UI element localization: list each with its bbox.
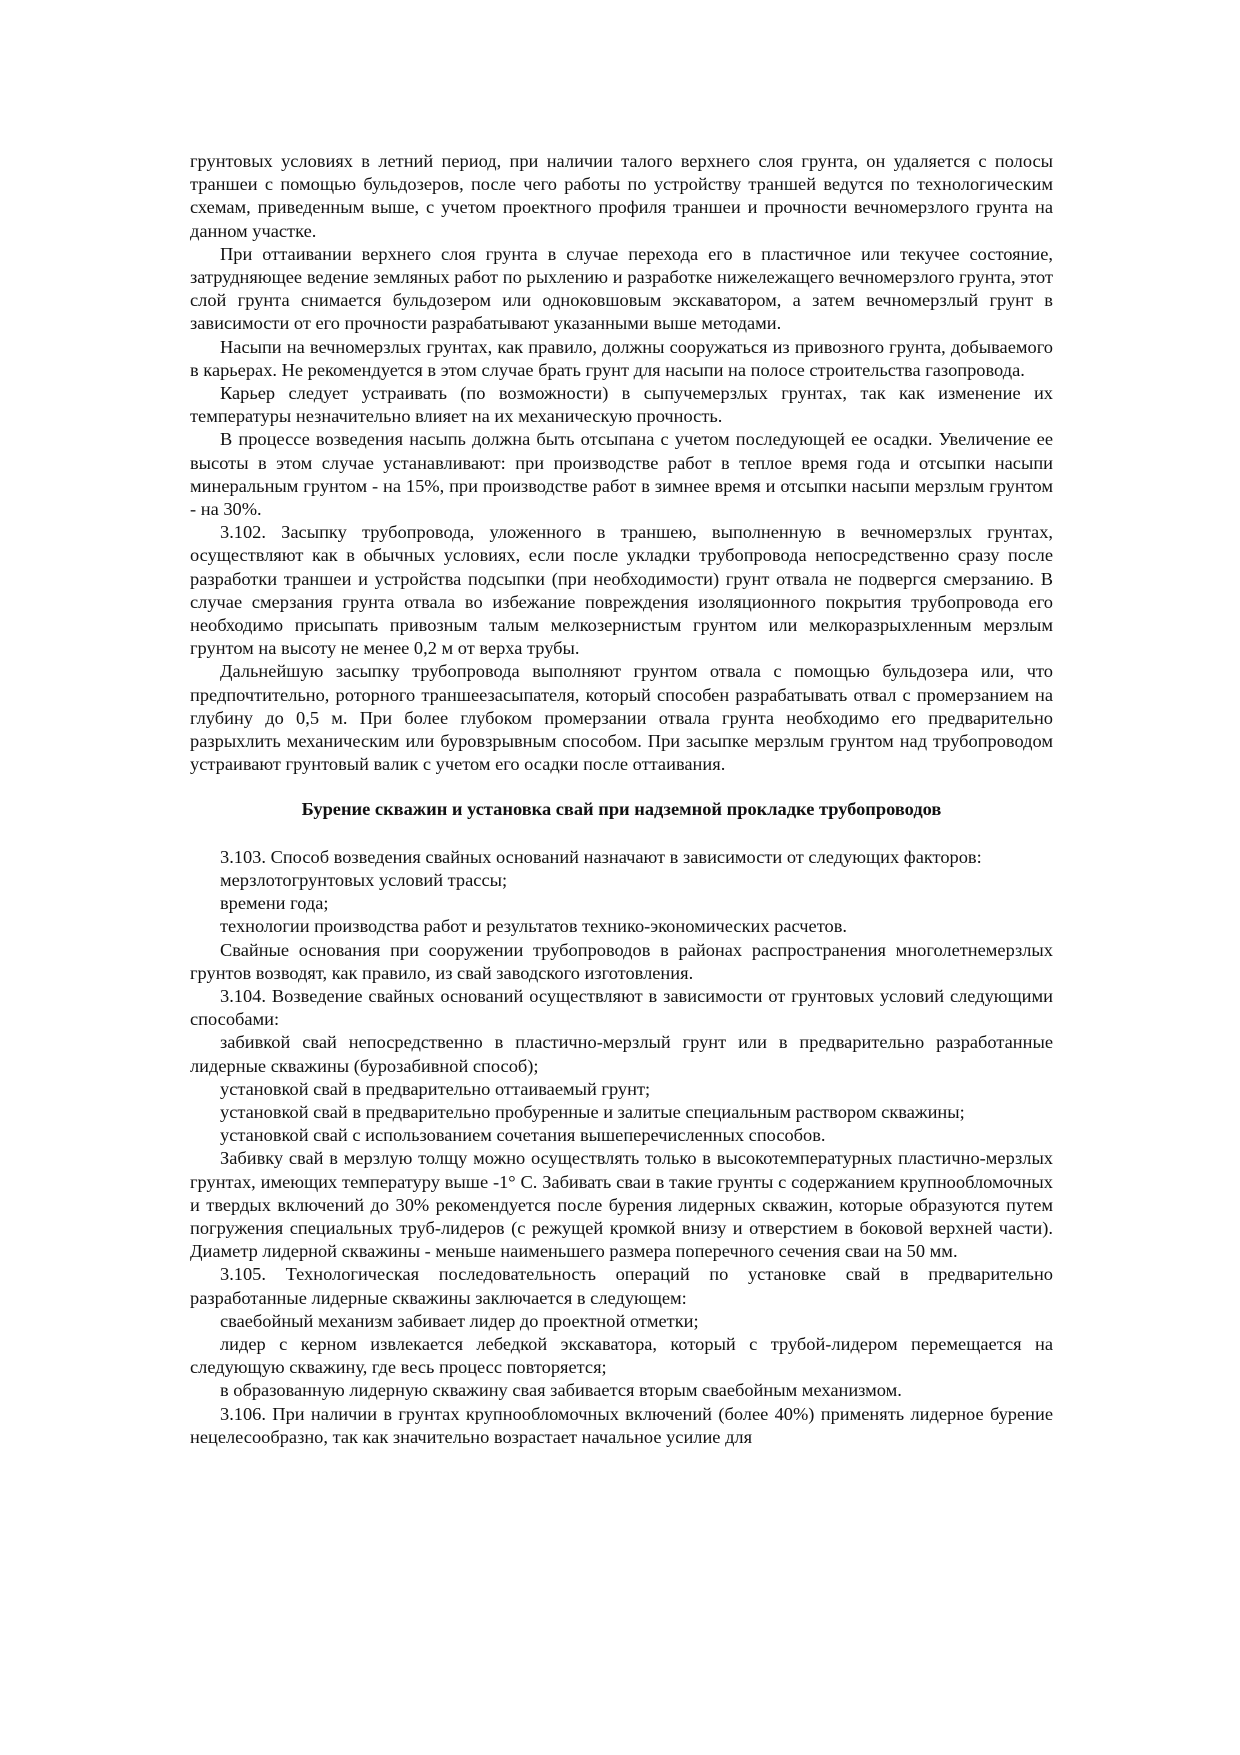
list-item-permafrost-conditions: мерзлотогрунтовых условий трассы; <box>220 869 508 890</box>
document-page <box>190 150 1053 1449</box>
paragraph-clause-3-106: 3.106. При наличии в грунтах крупнообломочных включений (более 40%) применять лидерное бурение нецелесообразно, так как значительно возрастает начальное усилие для <box>190 1403 1053 1447</box>
paragraph-pile-foundations: Свайные основания при сооружении трубопроводов в районах распространения многолетнемерзлых грунтов возводят, как правило, из свай заводского изготовления. <box>190 939 1053 983</box>
paragraph-clause-3-104: 3.104. Возведение свайных оснований осуществляют в зависимости от грунтовых условий следующими способами: <box>190 985 1053 1030</box>
paragraph-clause-3-102: 3.102. Засыпку трубопровода, уложенного в траншею, выполненную в вечномерзлых грунтах, осуществляют как в обычных условиях, если после укладки трубопровода непосредственно сразу после разработки траншеи и устройства подсыпки (при необходимости) грунт отвала не подвергся смерзанию. В случае смерзания грунта отвала во избежание повреждения изоляционного покрытия трубопровода его необходимо присыпать привозным талым мелкозернистым грунтом или мелкоразрыхленным мерзлым грунтом на высоту не менее 0,2 м от верха трубы. <box>190 522 1053 659</box>
list-item-thawed-ground: установкой свай в предварительно оттаиваемый грунт; <box>220 1078 651 1099</box>
list-item-driving-piles: забивкой свай непосредственно в пластично-мерзлый грунт или в предварительно разработанные лидерные скважины (бурозабивной способ); <box>190 1032 1053 1076</box>
paragraph-embankments: Насыпи на вечномерзлых грунтах, как правило, должны сооружаться из привозного грунта, добываемого в карьерах. Не рекомендуется в этом случае брать грунт для насыпи на полосе строительства газопровода. <box>190 336 1053 380</box>
paragraph-continued-from-previous-page: грунтовых условиях в летний период, при наличии талого верхнего слоя грунта, он удаляется с полосы траншеи с помощью бульдозеров, после чего работы по устройству траншей ведутся по технологическим схемам, приведенным выше, с учетом проектного профиля траншеи и прочности вечномерзлого грунта на данном участке. <box>190 151 1053 241</box>
paragraph-further-backfill: Дальнейшую засыпку трубопровода выполняют грунтом отвала с помощью бульдозера или, что предпочтительно, роторного траншеезасыпателя, который способен разрабатывать отвал с промерзанием на глубину до 0,5 м. При более глубоком промерзании отвала грунта необходимо его предварительно разрыхлить механическим или буровзрывным способом. При засыпке мерзлым грунтом над трубопроводом устраивают грунтовый валик с учетом его осадки после оттаивания. <box>190 661 1053 775</box>
paragraph-quarry: Карьер следует устраивать (по возможности) в сыпучемерзлых грунтах, так как изменение их температуры незначительно влияет на их механическую прочность. <box>190 383 1053 427</box>
paragraph-clause-3-105: 3.105. Технологическая последовательность операций по установке свай в предварительно разработанные лидерные скважины заключается в следующем: <box>190 1264 1053 1308</box>
list-item-combination: установкой свай с использованием сочетания вышеперечисленных способов. <box>220 1125 826 1146</box>
list-item-season: времени года; <box>220 893 329 914</box>
list-item-second-hammer: в образованную лидерную скважину свая забивается вторым сваебойным механизмом. <box>220 1380 902 1401</box>
list-item-technology: технологии производства работ и результатов технико-экономических расчетов. <box>220 916 847 937</box>
list-item-leader-extraction: лидер с керном извлекается лебедкой экскаватора, который с трубой-лидером перемещается на следующую скважину, где весь процесс повторяется; <box>190 1333 1053 1378</box>
paragraph-thawing-top-layer: При оттаивании верхнего слоя грунта в случае перехода его в пластичное или текучее состояние, затрудняющее ведение земляных работ по рыхлению и разработке нижележащего вечномерзлого грунта, этот слой грунта снимается бульдозером или одноковшовым экскаватором, а затем вечномерзлый грунт в зависимости от его прочности разрабатывают указанными выше методами. <box>190 243 1053 334</box>
section-heading: Бурение скважин и установка свай при надземной прокладке трубопроводов <box>301 799 942 820</box>
paragraph-pile-driving-frozen: Забивку свай в мерзлую толщу можно осуществлять только в высокотемпературных пластично-мерзлых грунтах, имеющих температуру выше -1° С. Забивать сваи в такие грунты с содержанием крупнообломочных и твердых включений до 30% рекомендуется после бурения лидерных скважин, которые образуются путем погружения специальных труб-лидеров (с режущей кромкой внизу и отверстием в боковой верхней части). Диаметр лидерной скважины - меньше наименьшего размера поперечного сечения сваи на 50 мм. <box>190 1148 1053 1262</box>
paragraph-clause-3-103: 3.103. Способ возведения свайных оснований назначают в зависимости от следующих факторов: <box>220 846 982 867</box>
list-item-drilled-wells: установкой свай в предварительно пробуренные и залитые специальным раствором скважины; <box>220 1101 965 1122</box>
list-item-leader-driving: сваебойный механизм забивает лидер до проектной отметки; <box>220 1310 699 1331</box>
paragraph-embankment-settlement: В процессе возведения насыпь должна быть отсыпана с учетом последующей ее осадки. Увеличение ее высоты в этом случае устанавливают: при производстве работ в теплое время года и отсыпки насыпи минеральным грунтом - на 15%, при производстве работ в зимнее время и отсыпки насыпи мерзлым грунтом - на 30%. <box>190 429 1053 520</box>
